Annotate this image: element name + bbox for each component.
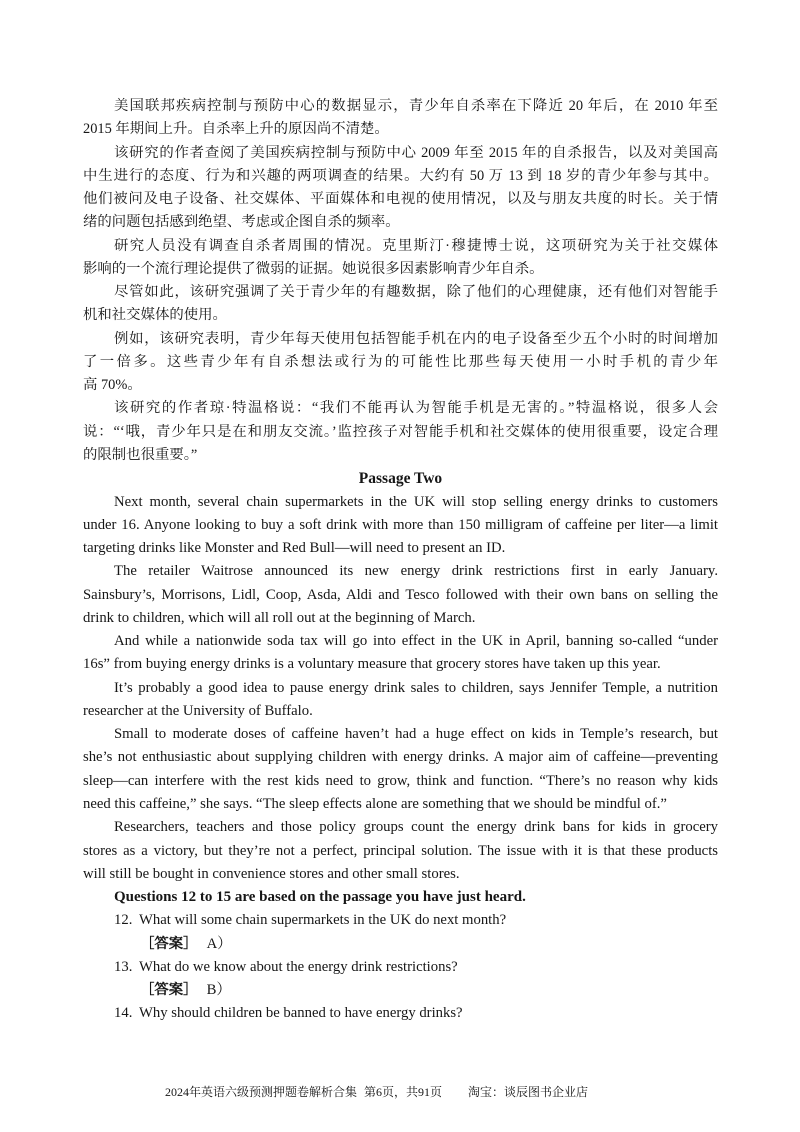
footer-shop: 淘宝：谈辰图书企业店 [468,1085,589,1099]
text-line: 16s” from buying energy drinks is a voluntary measure that grocery stores have taken up this year. [83,656,661,673]
answer-value: B） [206,982,232,999]
text-line: Next month, several chain supermarkets in the UK will stop selling energy drinks to customers [114,493,718,510]
text-line: 机和社交媒体的使用。 [83,307,227,324]
chinese-paragraph [83,328,718,398]
text-line: The retailer Waitrose announced its new energy drink restrictions first in early January. [114,563,718,580]
text-line: 中生进行的态度、行为和兴趣的两项调查的结果。大约有 50 万 13 到 18 岁的青少年参与其中。 [83,167,718,184]
text-line: 2015 年期间上升。自杀率上升的原因尚不清楚。 [83,121,389,138]
answer-line [83,933,718,956]
text-line: And while a nationwide soda tax will go into effect in the UK in April, banning so-called “under [114,633,718,650]
question-text: What do we know about the energy drink restrictions? [139,958,458,975]
question-item [83,1002,718,1025]
answer-value: A） [206,935,232,952]
question-number: 14. [114,1005,133,1022]
text-line: under 16. Anyone looking to buy a soft drink with more than 150 milligram of caffeine per liter—a limit [83,516,718,533]
question-text: What will some chain supermarkets in the UK do next month? [139,912,507,929]
english-paragraph [83,677,718,724]
text-line: 了一倍多。这些青少年有自杀想法或行为的可能性比那些每天使用一小时手机的青少年 [83,353,718,370]
text-line: Small to moderate doses of caffeine haven’t had a huge effect on kids in Temple’s research, but [114,726,718,743]
text-line: 绪的问题包括感到绝望、考虑或企图自杀的频率。 [83,214,400,231]
english-paragraph [83,723,718,816]
question-item [83,909,718,932]
answer-label: ［答案］ [140,935,198,952]
text-line: targeting drinks like Monster and Red Bull—will need to present an ID. [83,540,506,557]
text-line: she’s not enthusiastic about supplying children with energy drinks. A major aim of caffeine—preventing [83,749,718,766]
text-line: 例如，该研究表明，青少年每天使用包括智能手机在内的电子设备至少五个小时的时间增加 [114,330,718,347]
text-line: stores as a victory, but they’re not a perfect, principal solution. The issue with it is that these products [83,842,718,859]
chinese-paragraph [83,281,718,328]
text-line: 美国联邦疾病控制与预防中心的数据显示，青少年自杀率在下降近 20 年后，在 2010 年至 [114,98,718,114]
text-line: 高 70%。 [83,377,142,394]
text-line: will still be bought in convenience stores and other small stores. [83,865,460,882]
chinese-paragraph [83,142,718,235]
footer-page-number: 第6页，共91页 [364,1085,443,1099]
page-content [83,95,718,1026]
footer-title: 2024年英语六级预测押题卷解析合集 [165,1085,358,1099]
english-paragraph [83,630,718,677]
question-number: 13. [114,958,133,975]
answer-line [83,979,718,1002]
text-line: 该研究的作者查阅了美国疾病控制与预防中心 2009 年至 2015 年的自杀报告，以及对美国高 [114,144,718,161]
text-line: researcher at the University of Buffalo. [83,702,313,719]
text-line: 他们被问及电子设备、社交媒体、平面媒体和电视的使用情况，以及与朋友共度的时长。关于情 [83,191,718,208]
english-paragraph [83,816,718,886]
text-line: It’s probably a good idea to pause energy drink sales to children, says Jennifer Temple, a nutrition [114,679,718,696]
chinese-paragraph [83,95,718,142]
chinese-paragraph [83,397,718,467]
answer-label: ［答案］ [140,982,198,999]
text-line: need this caffeine,” she says. “The sleep effects alone are something that we should be mindful of.” [83,795,667,812]
text-line: sleep—can interfere with the rest kids need to grow, think and function. “There’s no reason why kids [83,772,718,789]
chinese-paragraph [83,235,718,282]
english-paragraph [83,491,718,561]
question-number: 12. [114,912,133,929]
text-line: Researchers, teachers and those policy groups count the energy drink bans for kids in grocery [114,819,718,836]
english-paragraph [83,560,718,630]
question-text: Why should children be banned to have energy drinks? [139,1005,463,1022]
questions-intro: Questions 12 to 15 are based on the passage you have just heard. [114,889,526,906]
text-line: 研究人员没有调查自杀者周围的情况。克里斯汀·穆捷博士说，这项研究为关于社交媒体 [114,237,718,254]
text-line: 的限制也很重要。” [83,446,198,463]
text-line: 该研究的作者琼·特温格说：“我们不能再认为智能手机是无害的。”特温格说，很多人会 [114,400,718,417]
question-item [83,956,718,979]
text-line: 尽管如此，该研究强调了关于青少年的有趣数据，除了他们的心理健康，还有他们对智能手 [114,284,718,301]
text-line: 说：“‘哦，青少年只是在和朋友交流。’监控孩子对智能手机和社交媒体的使用很重要，设定合理 [83,423,718,440]
passage-heading: Passage Two [358,470,443,488]
text-line: 影响的一个流行理论提供了微弱的证据。她说很多因素影响青少年自杀。 [83,260,544,277]
text-line: Sainsbury’s, Morrisons, Lidl, Coop, Asda, Aldi and Tesco followed with their own bans on selling the [83,586,718,603]
text-line: drink to children, which will all roll out at the beginning of March. [83,609,476,626]
